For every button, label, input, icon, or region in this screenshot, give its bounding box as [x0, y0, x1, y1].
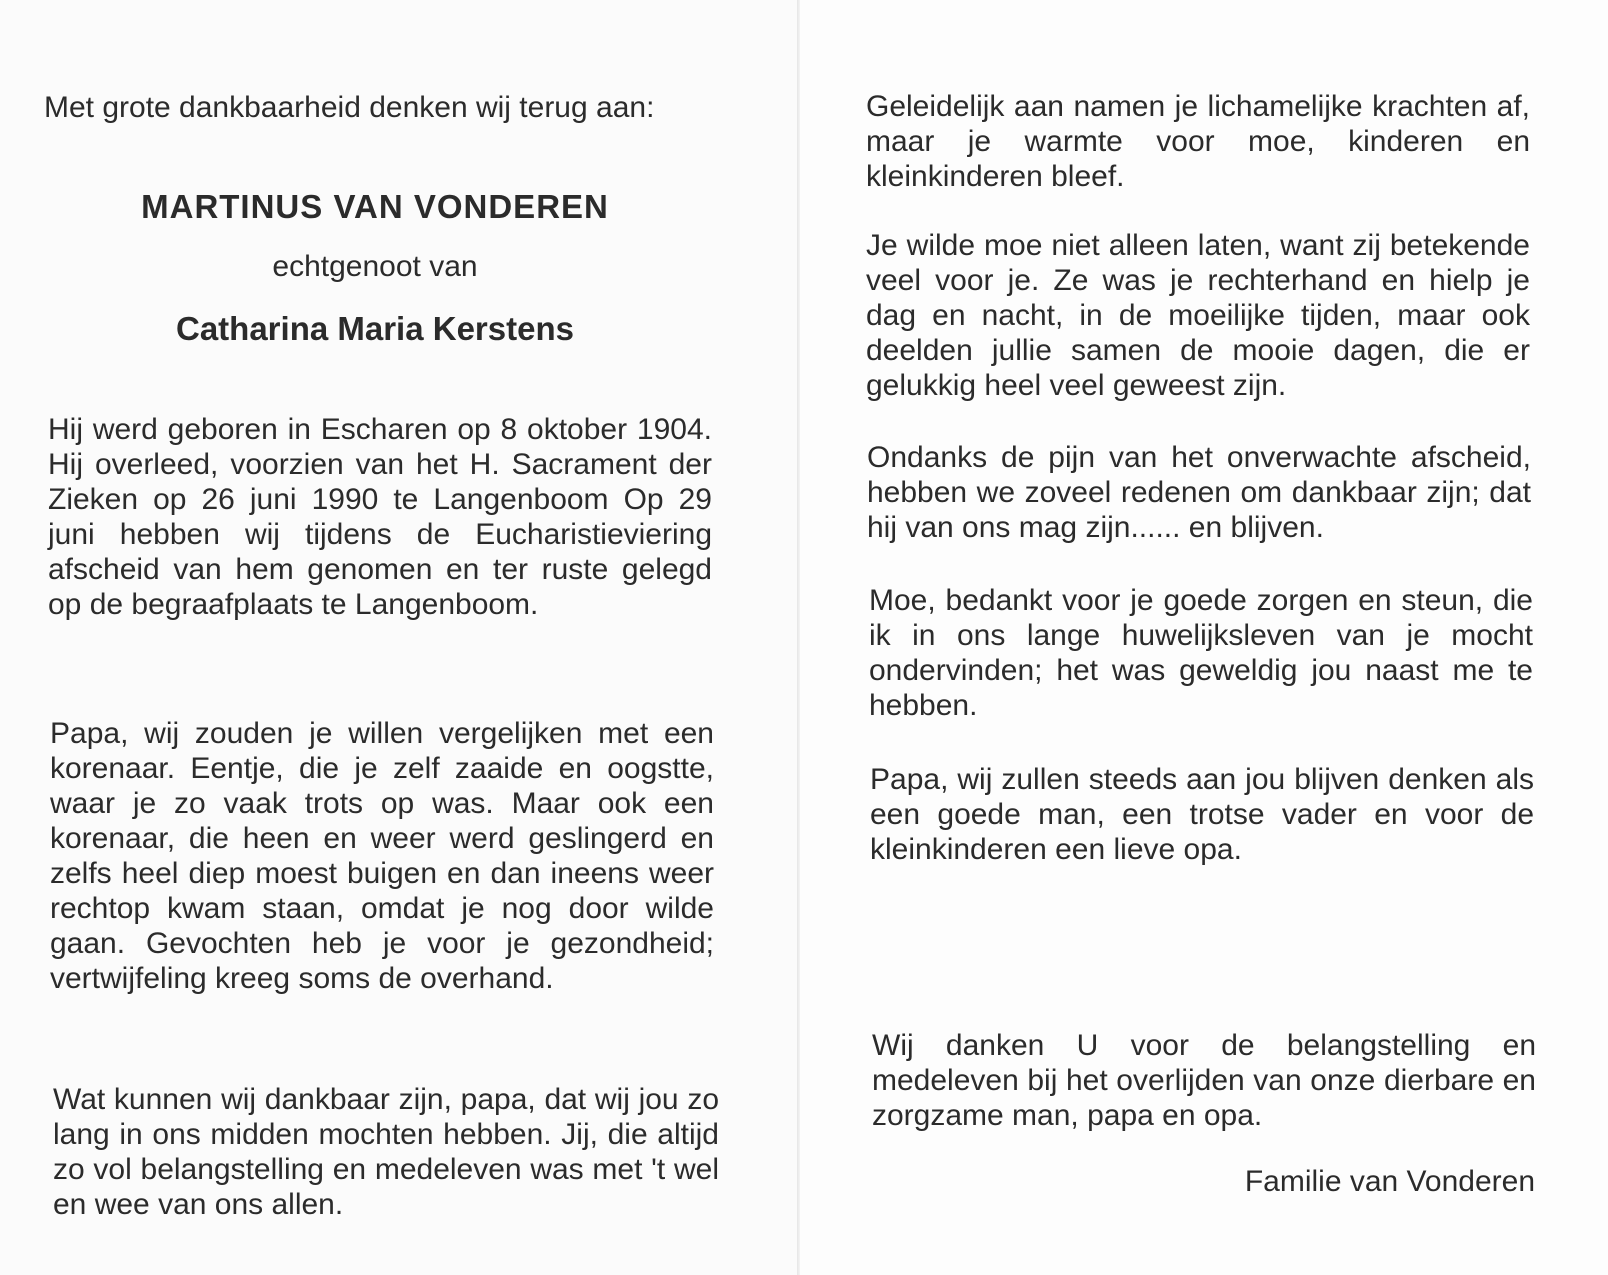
farewell-paragraph: Ondanks de pijn van het onverwachte afscheid, hebben we zoveel redenen om dankbaar zijn; dat hij van ons mag zijn...... en blijven.: [867, 441, 1531, 544]
gratitude-paragraph: Wat kunnen wij dankbaar zijn, papa, dat wij jou zo lang in ons midden mochten hebben. Jij, die altijd zo vol belangstelling en medeleven was met 't wel en wee van ons allen.: [53, 1083, 719, 1221]
intro-line: Met grote dankbaarheid denken wij terug aan:: [44, 91, 655, 124]
thanks-moe-paragraph: Moe, bedankt voor je goede zorgen en steun, die ik in ons lange huwelijksleven van je mocht ondervinden; het was geweldig jou naast me te hebben.: [869, 584, 1533, 722]
korenaar-paragraph: Papa, wij zouden je willen vergelijken met een korenaar. Eentje, die je zelf zaaide en oogstte, waar je zo vaak trots op was. Maar ook een korenaar, die heen en weer werd geslingerd en zelfs heel diep moest buigen en dan ineens weer rechtop kwam staan, omdat je nog door wilde gaan. Gevochten heb je voor je gezondheid; vertwijfeling kreeg soms de overhand.: [50, 717, 714, 995]
moe-paragraph: Je wilde moe niet alleen laten, want zij betekende veel voor je. Ze was je rechterhand en hielp je dag en nacht, in de moeilijke tijden, maar ook deelden jullie samen de mooie dagen, die er gelukkig heel veel geweest zijn.: [866, 229, 1530, 402]
strength-paragraph: Geleidelijk aan namen je lichamelijke krachten af, maar je warmte voor moe, kinderen en kleinkinderen bleef.: [866, 90, 1530, 193]
right-panel: [800, 0, 1608, 1275]
biography-paragraph: Hij werd geboren in Escharen op 8 oktober 1904. Hij overleed, voorzien van het H. Sacrament der Zieken op 26 juni 1990 te Langenboom Op 29 juni hebben wij tijdens de Eucharistieviering afscheid van hem genomen en ter ruste gelegd op de begraafplaats te Langenboom.: [48, 413, 712, 621]
left-panel: [0, 0, 800, 1275]
spouse-label: echtgenoot van: [272, 250, 478, 283]
family-signature: Familie van Vonderen: [1244, 1165, 1535, 1198]
deceased-name: MARTINUS VAN VONDEREN: [141, 188, 609, 225]
family-thanks-paragraph: Wij danken U voor de belangstelling en medeleven bij het overlijden van onze dierbare en zorgzame man, papa en opa.: [872, 1029, 1536, 1132]
spouse-name: Catharina Maria Kerstens: [176, 310, 574, 347]
remember-paragraph: Papa, wij zullen steeds aan jou blijven denken als een goede man, een trotse vader en voor de kleinkinderen een lieve opa.: [870, 763, 1534, 866]
